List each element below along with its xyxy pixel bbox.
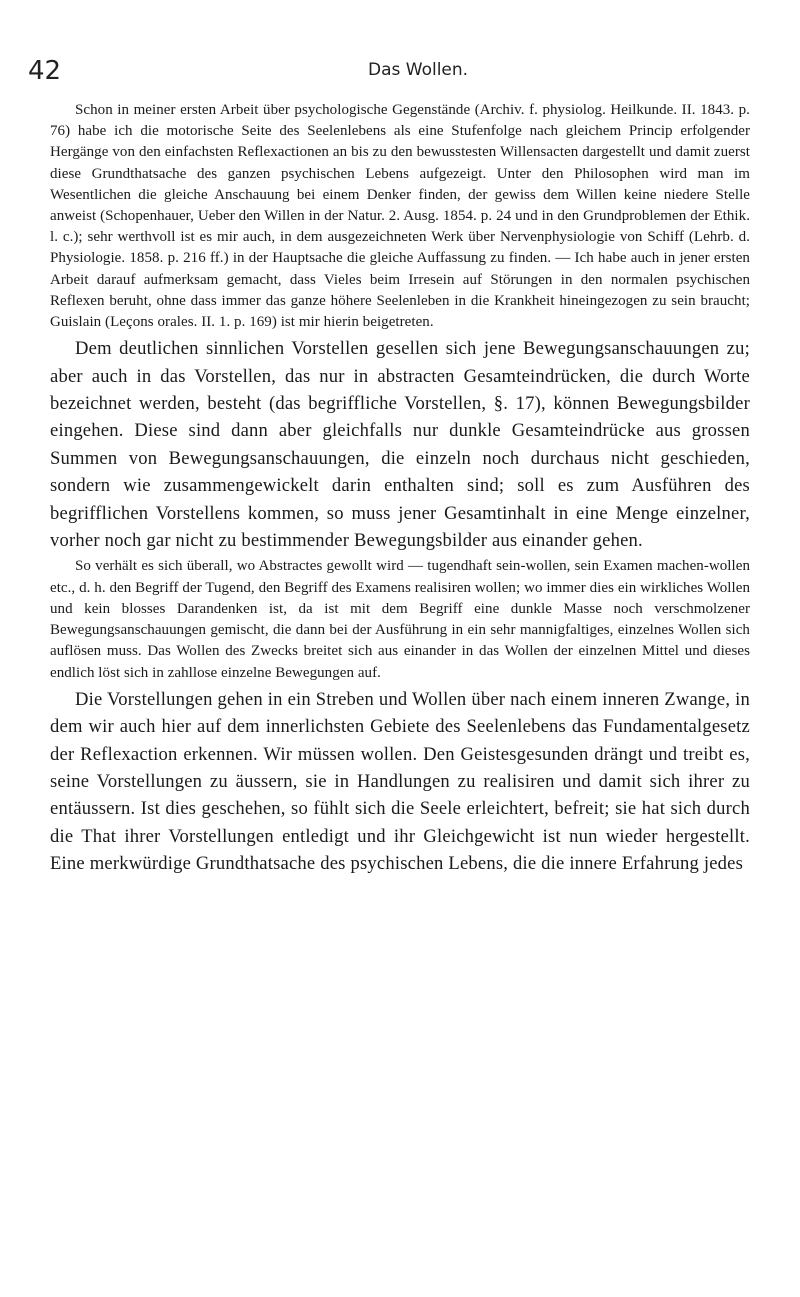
page-header — [28, 56, 773, 96]
main-paragraph-2: Die Vorstellungen gehen in ein Streben und Wollen über nach einem inneren Zwange, in dem wir auch hier auf dem innerlichsten Gebiete des Seelenlebens das Fundamentalgesetz der Reflexaction erkennen. Wir müssen wollen. Den Geistesgesunden drängt und treibt es, seine Vorstellungen zu äussern, sie in Handlungen zu realisiren und damit sich ihrer zu entäussern. Ist dies geschehen, so fühlt sich die Seele erleichtert, befreit; sie hat sich durch die That ihrer Vorstellungen entledigt und ihr Gleichgewicht ist nun wieder hergestellt. Eine merkwürdige Grundthatsache des psychischen Lebens, die die innere Erfahrung jedes — [50, 688, 750, 875]
running-title: Das Wollen. — [368, 60, 469, 80]
footnote-paragraph-1: Schon in meiner ersten Arbeit über psychologische Gegenstände (Archiv. f. physiolog. Heilkunde. II. 1843. p. 76) habe ich die motorische Seite des Seelenlebens als eine Stufenfolge nach gleichem Princip erfolgender Hergänge von den einfachsten Reflexactionen an bis zu den bewusstesten Willensacten dargestellt und damit zuerst diese Grundthatsache des ganzen psychischen Lebens aufgezeigt. Unter den Philosophen wird man im Wesentlichen die gleiche Anschauung bei einem Denker finden, der gewiss dem Willen keine niedere Stelle anweist (Schopenhauer, Ueber den Willen in der Natur. 2. Ausg. 1854. p. 24 und in den Grundproblemen der Ethik. l. c.); sehr werthvoll ist es mir auch, in dem ausgezeichneten Werk über Nervenphysiologie von Schiff (Lehrb. d. Physiologie. 1858. p. 216 ff.) in der Hauptsache die gleiche Auffassung zu finden. — Ich habe auch in jener ersten Arbeit darauf aufmerksam gemacht, dass Vieles beim Irresein auf Störungen in den normalen psychischen Reflexen beruht, ohne dass immer das ganze höhere Seelenleben in die Krankheit hineingezogen zu sein braucht; Guislain (Leçons orales. II. 1. p. 169) ist mir hierin beigetreten. — [50, 102, 750, 331]
body-text — [50, 100, 750, 878]
main-paragraph-1: Dem deutlichen sinnlichen Vorstellen gesellen sich jene Bewegungsanschauungen zu; aber auch in das Vorstellen, das nur in abstracten Gesamteindrücken, die durch Worte bezeichnet werden, besteht (das begriffliche Vorstellen, §. 17), können Bewegungsbilder eingehen. Diese sind dann aber gleichfalls nur dunkle Gesamteindrücke aus grossen Summen von Bewegungsanschauungen, die einzeln noch durchaus nicht geschieden, sondern wie zusammengewickelt darin enthalten sind; soll es zum Ausführen des begrifflichen Vorstellens kommen, so muss jener Gesamtinhalt in eine Menge einzelner, vorher noch gar nicht zu bestimmender Bewegungsbilder aus einander gehen. — [50, 338, 750, 552]
page-number: 42 — [28, 56, 62, 86]
footnote-paragraph-2: So verhält es sich überall, wo Abstractes gewollt wird — tugendhaft sein-wollen, sein Examen machen-wollen etc., d. h. den Begriff der Tugend, den Begriff des Examens realisiren wollen; wo immer dies ein wirkliches Wollen und kein blosses Darandenken ist, da ist mit dem Begriff eine dunkle Masse noch verschmolzener Bewegungsanschauungen gemischt, die dann bei der Ausführung in ein sehr mannigfaltiges, einzelnes Wollen sich auflösen muss. Das Wollen des Zwecks breitet sich aus einander in das Wollen der einzelnen Mittel und dieses endlich löst sich in zahllose einzelne Bewegungen auf. — [50, 558, 750, 681]
